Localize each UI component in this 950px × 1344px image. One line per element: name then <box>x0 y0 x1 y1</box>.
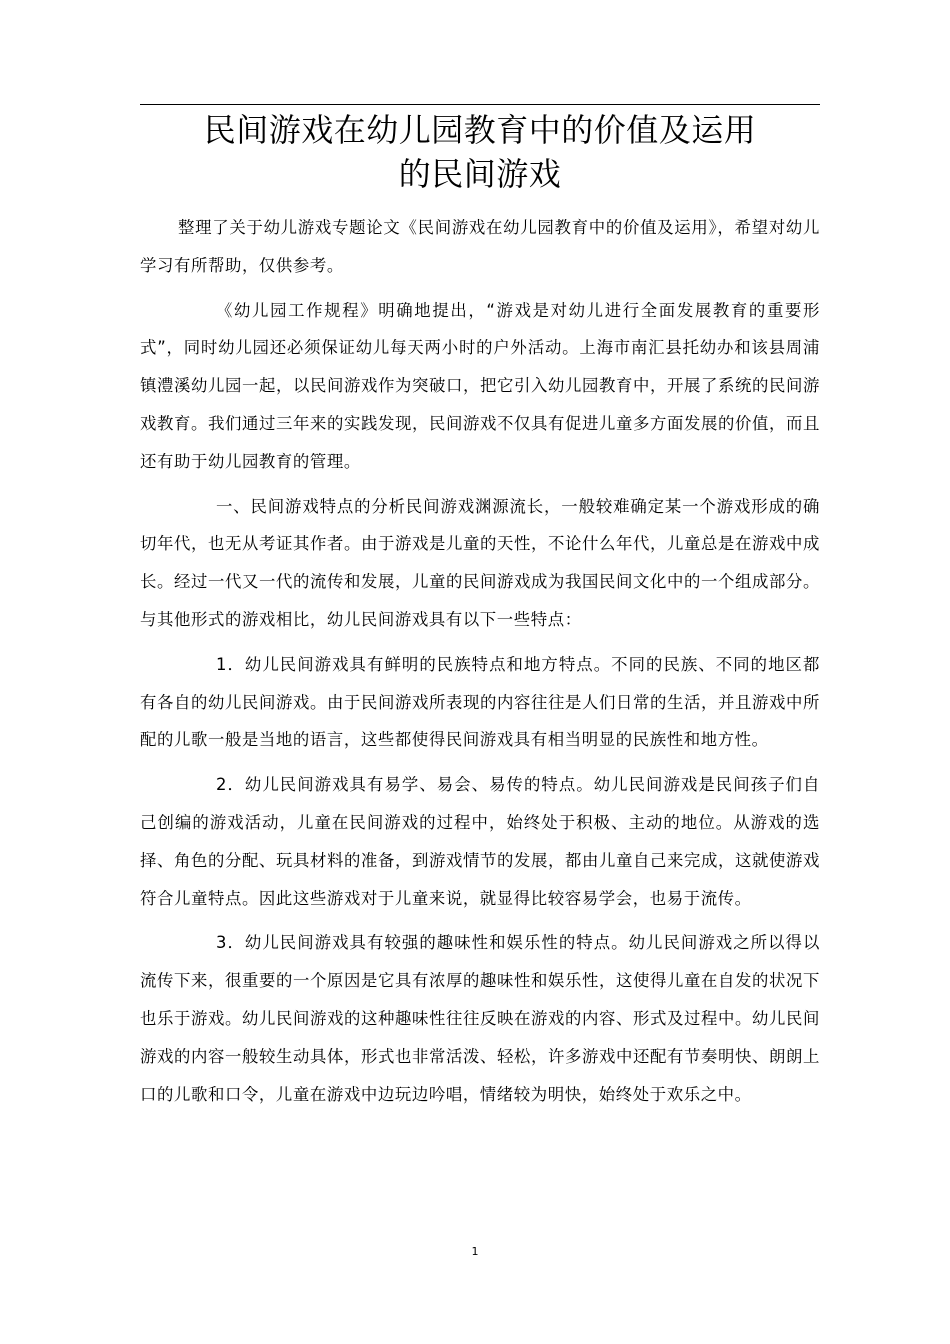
paragraph-point-1: 1．幼儿民间游戏具有鲜明的民族特点和地方特点。不同的民族、不同的地区都有各自的幼儿民间游戏。由于民间游戏所表现的内容往往是人们日常的生活，并且游戏中所配的儿歌一般是当地的语言，这些都使得民间游戏具有相当明显的民族性和地方性。 <box>140 654 820 750</box>
title-line-1: 民间游戏在幼儿园教育中的价值及运用 <box>203 111 757 149</box>
title-line-2: 的民间游戏 <box>398 155 562 193</box>
header-rule <box>140 104 820 105</box>
document-title <box>140 108 820 196</box>
paragraph-section-one: 一、民间游戏特点的分析民间游戏渊源流长，一般较难确定某一个游戏形成的确切年代，也无从考证其作者。由于游戏是儿童的天性，不论什么年代，儿童总是在游戏中成长。经过一代又一代的流传和发展，儿童的民间游戏成为我国民间文化中的一个组成部分。与其他形式的游戏相比，幼儿民间游戏具有以下一些特点： <box>140 496 820 629</box>
page-number: 1 <box>471 1245 479 1258</box>
paragraph-point-3: 3．幼儿民间游戏具有较强的趣味性和娱乐性的特点。幼儿民间游戏之所以得以流传下来，很重要的一个原因是它具有浓厚的趣味性和娱乐性，这使得儿童在自发的状况下也乐于游戏。幼儿民间游戏的这种趣味性往往反映在游戏的内容、形式及过程中。幼儿民间游戏的内容一般较生动具体，形式也非常活泼、轻松，许多游戏中还配有节奏明快、朗朗上口的儿歌和口令，儿童在游戏中边玩边吟唱，情绪较为明快，始终处于欢乐之中。 <box>140 933 820 1104</box>
paragraph-intro: 整理了关于幼儿游戏专题论文《民间游戏在幼儿园教育中的价值及运用》，希望对幼儿学习有所帮助，仅供参考。 <box>140 218 820 275</box>
paragraph-regulations: 《幼儿园工作规程》明确地提出，“游戏是对幼儿进行全面发展教育的重要形式”，同时幼儿园还必须保证幼儿每天两小时的户外活动。上海市南汇县托幼办和该县周浦镇澧溪幼儿园一起，以民间游戏作为突破口，把它引入幼儿园教育中，开展了系统的民间游戏教育。我们通过三年来的实践发现，民间游戏不仅具有促进儿童多方面发展的价值，而且还有助于幼儿园教育的管理。 <box>140 300 820 471</box>
document-body <box>140 209 820 1120</box>
paragraph-point-2: 2．幼儿民间游戏具有易学、易会、易传的特点。幼儿民间游戏是民间孩子们自己创编的游戏活动，儿童在民间游戏的过程中，始终处于积极、主动的地位。从游戏的选择、角色的分配、玩具材料的准备，到游戏情节的发展，都由儿童自己来完成，这就使游戏符合儿童特点。因此这些游戏对于儿童来说，就显得比较容易学会，也易于流传。 <box>140 775 820 908</box>
